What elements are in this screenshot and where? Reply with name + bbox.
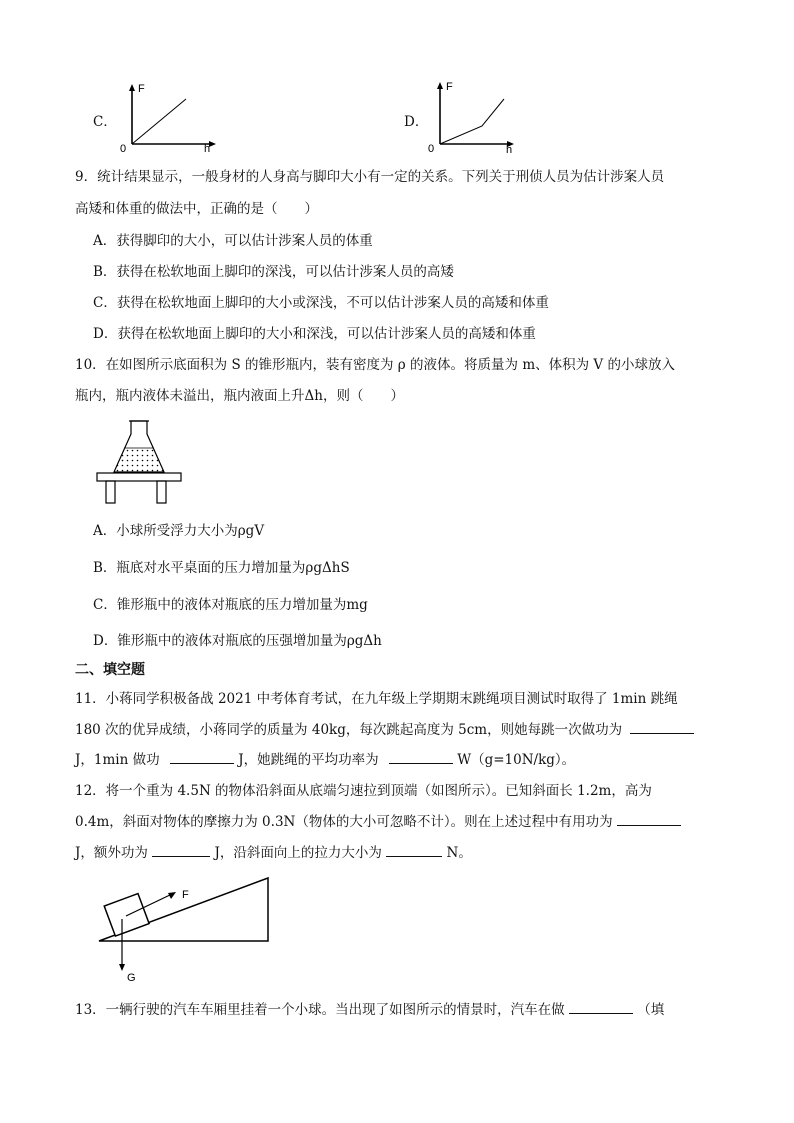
q11-line3-text-b: J，她跳绳的平均功率为 bbox=[238, 752, 379, 768]
q12-line3-text-c: N。 bbox=[446, 845, 472, 861]
force-f-label: F bbox=[182, 889, 189, 901]
q12-line2-text: 0.4m，斜面对物体的摩擦力为 0.3N（物体的大小可忽略不计）。则在上述过程中有用功为 bbox=[75, 814, 613, 830]
graph-c bbox=[118, 82, 218, 155]
q13-line1-text-a: 13．一辆行驶的汽车车厢里挂着一个小球。当出现了如图所示的情景时，汽车在做 bbox=[75, 1002, 565, 1018]
q12-stem-line1: 12．将一个重为 4.5N 的物体沿斜面从底端匀速拉到顶端（如图所示）。已知斜面长 1.2m，高为 bbox=[75, 783, 652, 799]
graph-d-x-label: h bbox=[506, 144, 513, 156]
section-fill-in-blank-title: 二、填空题 bbox=[75, 662, 145, 678]
q9-option-a: A．获得脚印的大小，可以估计涉案人员的体重 bbox=[93, 233, 373, 249]
q11-blank-3[interactable] bbox=[389, 749, 453, 764]
graph-d-y-label: F bbox=[446, 81, 453, 93]
q12-blank-3[interactable] bbox=[386, 842, 442, 857]
q12-line3-text-b: J，沿斜面向上的拉力大小为 bbox=[214, 845, 382, 861]
graph-d bbox=[426, 80, 526, 156]
q11-stem-line2 bbox=[75, 718, 694, 738]
q13-line1-text-b: （填 bbox=[637, 1002, 665, 1018]
q10-stem-line2: 瓶内，瓶内液体未溢出，瓶内液面上升Δh，则（ ） bbox=[75, 388, 404, 404]
q13-blank-1[interactable] bbox=[569, 999, 633, 1014]
q9-stem-line1: 9．统计结果显示，一般身材的人身高与脚印大小有一定的关系。下列关于刑侦人员为估计涉案人员 bbox=[75, 169, 665, 185]
q11-blank-2[interactable] bbox=[170, 749, 234, 764]
q12-stem-line2 bbox=[75, 810, 681, 830]
incline-figure bbox=[96, 870, 276, 985]
graph-c-x-label: h bbox=[204, 143, 211, 155]
option-d-label: D． bbox=[404, 114, 429, 130]
conical-flask-figure bbox=[95, 418, 185, 508]
q11-stem-line3 bbox=[75, 748, 575, 768]
q12-blank-2[interactable] bbox=[152, 842, 210, 857]
q11-blank-1[interactable] bbox=[630, 719, 694, 734]
graph-c-y-label: F bbox=[138, 83, 145, 95]
q10-option-d: D．锥形瓶中的液体对瓶底的压强增加量为ρgΔh bbox=[93, 633, 382, 649]
graph-d-origin: 0 bbox=[428, 143, 435, 155]
q13-stem-line1 bbox=[75, 998, 664, 1018]
q9-stem-line2: 高矮和体重的做法中，正确的是（ ） bbox=[75, 201, 318, 217]
q11-stem-line1: 11．小蒋同学积极备战 2021 中考体育考试，在九年级上学期期末跳绳项目测试时取得了 1min 跳绳 bbox=[75, 691, 678, 707]
option-c-label: C． bbox=[93, 114, 117, 130]
q12-line3-text-a: J，额外功为 bbox=[75, 845, 148, 861]
q10-option-c: C．锥形瓶中的液体对瓶底的压力增加量为mg bbox=[93, 597, 368, 613]
graph-c-origin: 0 bbox=[120, 143, 127, 155]
q10-stem-line1: 10．在如图所示底面积为 S 的锥形瓶内，装有密度为 ρ 的液体。将质量为 m、体积为 V 的小球放入 bbox=[75, 357, 675, 373]
q12-stem-line3 bbox=[75, 841, 472, 861]
q9-option-d: D．获得在松软地面上脚印的大小和深浅，可以估计涉案人员的高矮和体重 bbox=[93, 326, 536, 342]
q9-option-b: B．获得在松软地面上脚印的深浅，可以估计涉案人员的高矮 bbox=[93, 264, 454, 280]
q11-line2-text: 180 次的优异成绩，小蒋同学的质量为 40kg，每次跳起高度为 5cm，则她每跳一次做功为 bbox=[75, 722, 623, 738]
q11-line3-text-c: W（g=10N/kg）。 bbox=[457, 752, 576, 768]
q9-option-c: C．获得在松软地面上脚印的大小或深浅，不可以估计涉案人员的高矮和体重 bbox=[93, 295, 549, 311]
q11-line3-text-a: J，1min 做功 bbox=[75, 752, 160, 768]
q10-option-b: B．瓶底对水平桌面的压力增加量为ρgΔhS bbox=[93, 560, 350, 576]
q10-option-a: A．小球所受浮力大小为ρgV bbox=[93, 523, 265, 539]
q12-blank-1[interactable] bbox=[617, 811, 681, 826]
gravity-g-label: G bbox=[127, 972, 136, 984]
